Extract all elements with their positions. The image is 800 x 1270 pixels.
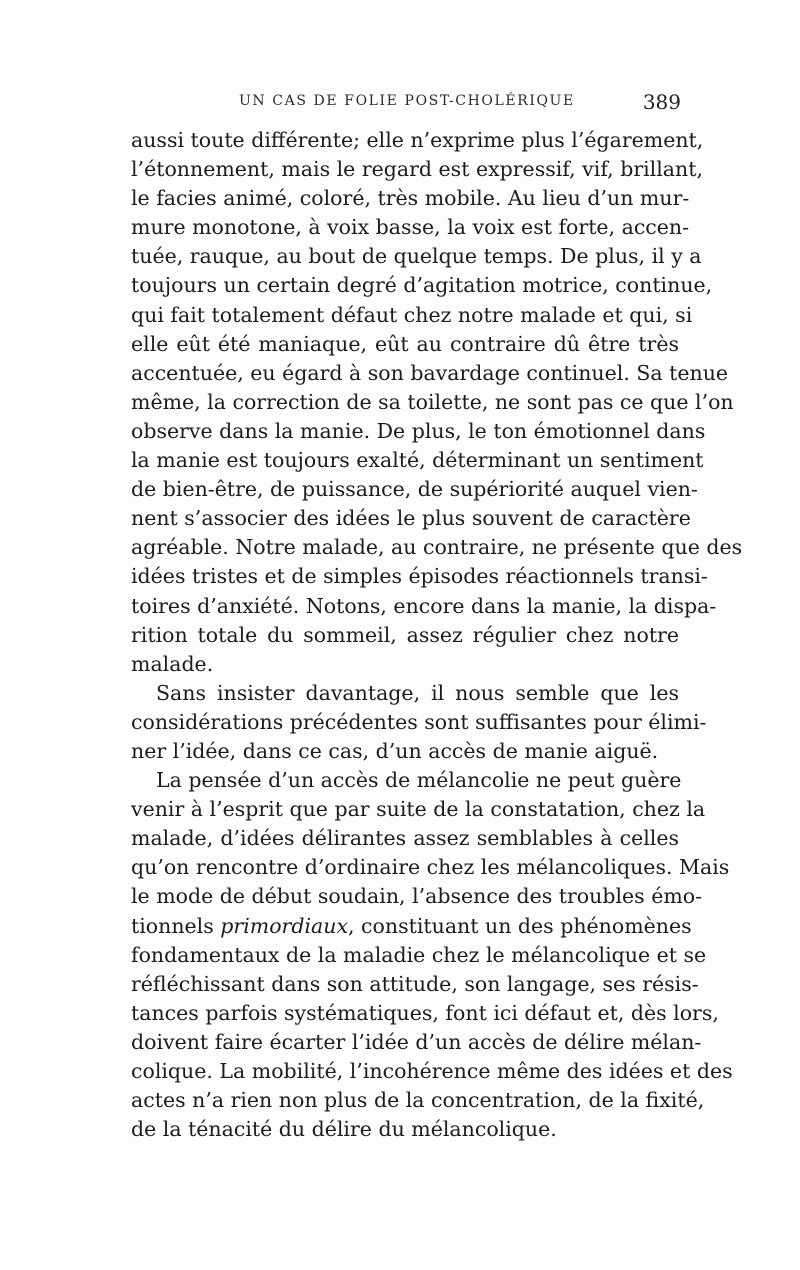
text-fragment: tionnels xyxy=(131,913,221,938)
paragraph-end-line: ner l’idée, dans ce cas, d’un accès de manie aiguë. xyxy=(131,738,659,763)
text-line: qui fait totalement défaut chez notre malade et qui, si xyxy=(131,302,693,327)
running-title: UN CAS DE FOLIE POST-CHOLÉRIQUE xyxy=(239,93,575,109)
running-header xyxy=(131,90,681,117)
text-line: observe dans la manie. De plus, le ton émotionnel dans xyxy=(131,418,706,443)
paragraph-end-line: de la ténacité du délire du mélancolique. xyxy=(131,1117,557,1142)
text-line: toires d’anxiété. Notons, encore dans la manie, la dispa- xyxy=(131,593,717,618)
text-line: tances parfois systématiques, font ici défaut et, dès lors, xyxy=(131,1000,719,1025)
text-line: le mode de début soudain, l’absence des troubles émo- xyxy=(131,884,703,909)
text-line: accentuée, eu égard à son bavardage continuel. Sa tenue xyxy=(131,360,729,385)
text-fragment: , constituant un des phénomènes xyxy=(348,913,692,938)
body-text xyxy=(131,126,743,1144)
text-line-with-italic xyxy=(131,912,692,941)
text-line: tuée, rauque, au bout de quelque temps. De plus, il y a xyxy=(131,244,702,269)
text-line: venir à l’esprit que par suite de la constatation, chez la xyxy=(131,797,706,822)
text-line: aussi toute différente; elle n’exprime plus l’égarement, xyxy=(131,128,704,152)
text-line: de bien-être, de puissance, de supériorité auquel vien- xyxy=(131,477,698,502)
text-line: nent s’associer des idées le plus souvent de caractère xyxy=(131,506,691,531)
text-line: toujours un certain degré d’agitation motrice, continue, xyxy=(131,273,713,298)
page-number: 389 xyxy=(642,90,681,114)
text-line: colique. La mobilité, l’incohérence même des idées et des xyxy=(131,1059,733,1083)
text-line: même, la correction de sa toilette, ne sont pas ce que l’on xyxy=(131,389,734,414)
text-line: idées tristes et de simples épisodes réactionnels transi- xyxy=(131,564,708,589)
text-line: réfléchissant dans son attitude, son langage, ses résis- xyxy=(131,971,699,996)
paragraph-start-line: Sans insister davantage, il nous semble que les xyxy=(156,680,679,705)
text-line: fondamentaux de la maladie chez le mélancolique et se xyxy=(131,942,707,967)
paragraph-start-line: La pensée d’un accès de mélancolie ne peut guère xyxy=(156,768,682,793)
text-line: qu’on rencontre d’ordinaire chez les mélancoliques. Mais xyxy=(131,855,730,880)
paragraph-end-line: malade. xyxy=(131,651,214,676)
text-line: l’étonnement, mais le regard est expressif, vif, brillant, xyxy=(131,157,703,182)
text-line: doivent faire écarter l’idée d’un accès de délire mélan- xyxy=(131,1029,702,1054)
text-line: agréable. Notre malade, au contraire, ne présente que des xyxy=(131,535,743,560)
text-line: rition totale du sommeil, assez régulier chez notre xyxy=(131,622,679,647)
text-line: mure monotone, à voix basse, la voix est forte, accen- xyxy=(131,215,690,240)
text-line: actes n’a rien non plus de la concentration, de la fixité, xyxy=(131,1088,705,1113)
text-line: malade, d’idées délirantes assez semblables à celles xyxy=(131,826,679,851)
text-line: le facies animé, coloré, très mobile. Au lieu d’un mur- xyxy=(131,186,690,211)
italic-word: primordiaux xyxy=(220,913,349,938)
text-line: considérations précédentes sont suffisantes pour élimi- xyxy=(131,709,707,734)
text-line: elle eût été maniaque, eût au contraire dû être très xyxy=(131,331,679,356)
text-line: la manie est toujours exalté, déterminant un sentiment xyxy=(131,448,704,473)
